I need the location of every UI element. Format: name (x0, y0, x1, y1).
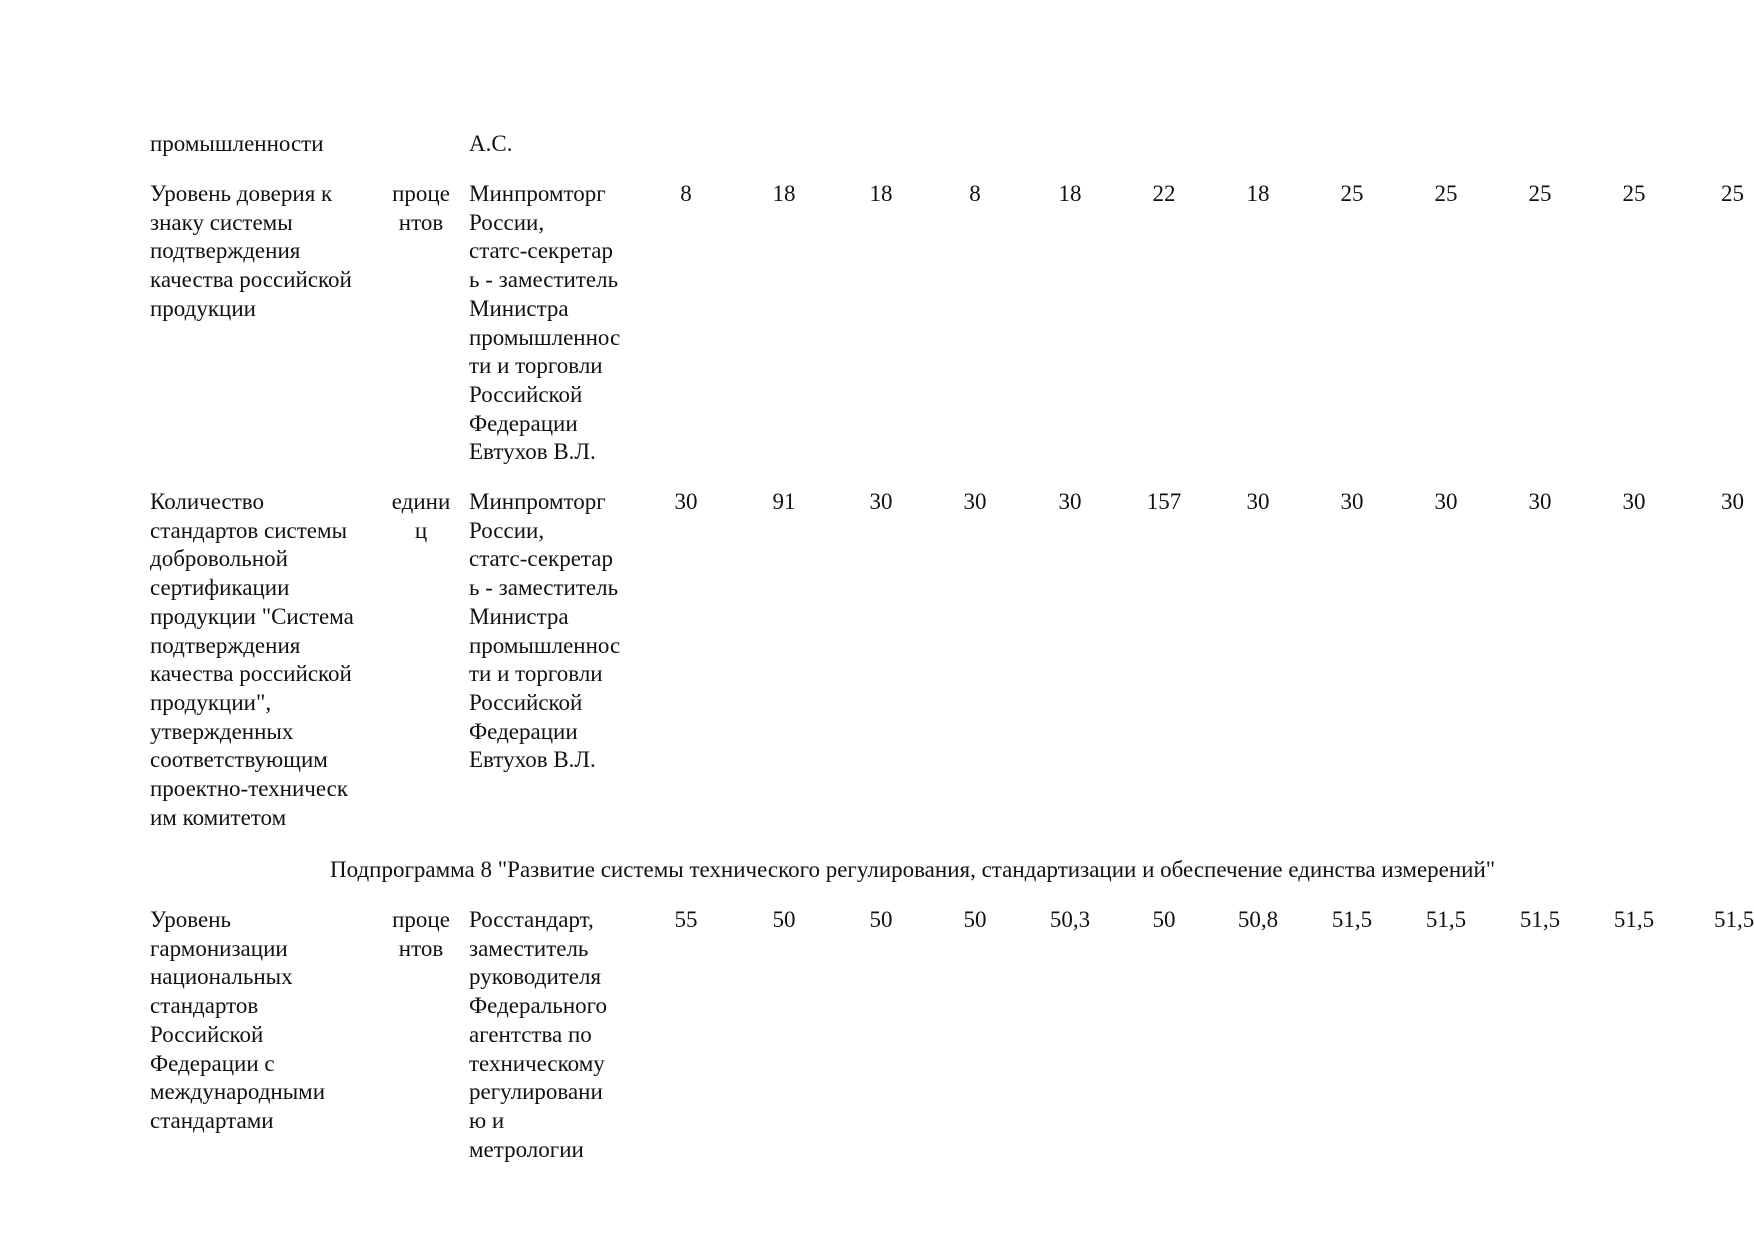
row-1-value-5: 18 (1058, 181, 1082, 206)
row-2-value-9: 30 (1434, 489, 1458, 514)
row-1-value-4: 8 (969, 181, 981, 206)
row-3-responsible: Росстандарт, заместитель руководителя Федерального агентства по техническому регулировани ю и метрологии (469, 907, 608, 1162)
row-3-value-7: 50,8 (1237, 907, 1279, 932)
subprogram-heading: Подпрограмма 8 "Развитие системы технического регулирования, стандартизации и обеспечение единства измерений" (330, 857, 1496, 882)
top-row-indicator: промышленности (150, 131, 324, 156)
row-2-value-8: 30 (1340, 489, 1364, 514)
row-2-value-3: 30 (869, 489, 893, 514)
row-2-value-1: 30 (674, 489, 698, 514)
row-3-value-11: 51,5 (1613, 907, 1655, 932)
row-3-value-12: 51,5 (1714, 907, 1754, 932)
row-3-indicator: Уровень гармонизации национальных стандартов Российской Федерации с международными стандартами (150, 907, 326, 1133)
row-1-value-12: 25 (1721, 181, 1744, 206)
row-1-value-3: 18 (869, 181, 893, 206)
row-2-value-12: 30 (1721, 489, 1744, 514)
row-2-value-11: 30 (1622, 489, 1646, 514)
row-1-indicator: Уровень доверия к знаку системы подтверждения качества российской продукции (150, 181, 352, 321)
row-3-value-4: 50 (963, 907, 987, 932)
row-1-value-10: 25 (1528, 181, 1552, 206)
row-3-value-10: 51,5 (1519, 907, 1561, 932)
row-3-value-2: 50 (772, 907, 796, 932)
row-1-value-8: 25 (1340, 181, 1364, 206)
row-2-indicator: Количество стандартов системы добровольной сертификации продукции "Система подтверждения качества российской продукции", утвержденных соответствующим проектно-техническ им комитетом (150, 489, 354, 830)
row-2-value-6: 157 (1146, 489, 1182, 514)
top-row-responsible: А.С. (469, 131, 513, 156)
row-2-responsible: Минпромторг России, статс-секретар ь - заместитель Министра промышленнос ти и торговли Российской Федерации Евтухов В.Л. (469, 489, 621, 773)
row-1-value-2: 18 (772, 181, 796, 206)
row-3-value-8: 51,5 (1331, 907, 1373, 932)
row-2-value-4: 30 (963, 489, 987, 514)
row-3-value-3: 50 (869, 907, 893, 932)
row-3-value-6: 50 (1152, 907, 1176, 932)
row-1-responsible: Минпромторг России, статс-секретар ь - заместитель Министра промышленнос ти и торговли Российской Федерации Евтухов В.Л. (469, 181, 621, 465)
row-3-value-9: 51,5 (1425, 907, 1467, 932)
row-1-value-11: 25 (1622, 181, 1646, 206)
row-2-value-10: 30 (1528, 489, 1552, 514)
row-1-value-7: 18 (1246, 181, 1270, 206)
row-2-value-5: 30 (1058, 489, 1082, 514)
row-1-value-6: 22 (1152, 181, 1176, 206)
row-3-value-5: 50,3 (1049, 907, 1091, 932)
row-1-value-9: 25 (1434, 181, 1458, 206)
row-1-unit: проце нтов (392, 181, 450, 235)
row-3-unit: проце нтов (392, 907, 450, 961)
row-2-value-7: 30 (1246, 489, 1270, 514)
row-2-value-2: 91 (772, 489, 796, 514)
row-1-value-1: 8 (680, 181, 692, 206)
row-2-unit: едини ц (391, 489, 451, 543)
row-3-value-1: 55 (674, 907, 698, 932)
